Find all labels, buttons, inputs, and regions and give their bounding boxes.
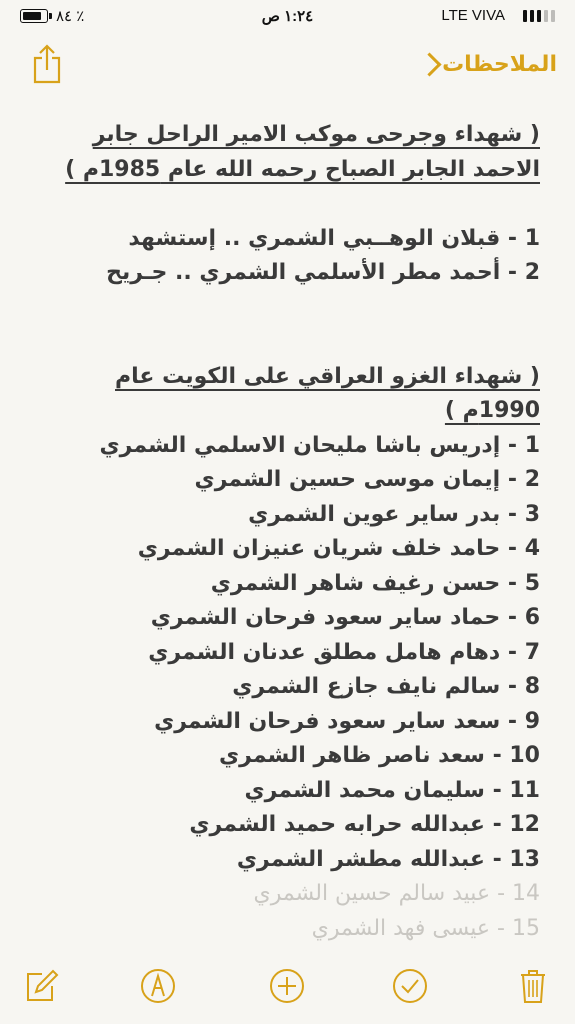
battery-percent: ٨٤ ٪	[56, 8, 85, 25]
list-item: 2 - أحمد مطر الأسلمي الشمري .. جـريح	[106, 260, 540, 285]
checklist-button[interactable]	[390, 966, 430, 1006]
list-item-faded: 15 - عيسى فهد الشمري	[311, 915, 540, 941]
status-bar	[0, 0, 575, 36]
section2-heading-line1: ( شهداء الغزو العراقي على الكويت عام	[115, 363, 540, 389]
clock: ١:٢٤ ص	[261, 8, 314, 25]
note-body[interactable]	[30, 118, 540, 968]
navigation-bar	[0, 36, 575, 96]
list-item: 13 - عبدالله مطشر الشمري	[236, 846, 540, 872]
carrier-label: LTE VIVA	[441, 7, 505, 24]
list-item: 4 - حامد خلف شريان عنيزان الشمري	[137, 536, 540, 561]
list-item: 8 - سالم نايف جازع الشمري	[232, 674, 540, 699]
list-item: 11 - سليمان محمد الشمري	[244, 777, 540, 803]
list-item: 7 - دهام هامل مطلق عدنان الشمري	[148, 639, 540, 665]
list-item: 5 - حسن رغيف شاهر الشمري	[210, 570, 540, 596]
list-item: 1 - قبلان الوهــبي الشمري .. إستشهد	[128, 225, 540, 251]
list-item-faded: 14 - عبيد سالم حسين الشمري	[253, 881, 540, 906]
list-item: 6 - حماد ساير سعود فرحان الشمري	[150, 605, 540, 630]
add-icon	[267, 966, 307, 1006]
add-button[interactable]	[267, 966, 307, 1006]
compose-button[interactable]	[22, 966, 62, 1006]
compose-icon	[22, 966, 62, 1006]
back-label: الملاحظات	[442, 51, 557, 77]
section1-heading-line2: الاحمد الجابر الصباح رحمه الله عام 1985م )	[65, 156, 540, 182]
list-item: 9 - سعد ساير سعود فرحان الشمري	[154, 708, 540, 734]
share-icon	[32, 44, 62, 84]
back-to-notes-button[interactable]	[413, 48, 557, 80]
markup-icon	[138, 966, 178, 1006]
chevron-left-icon	[418, 52, 442, 76]
list-item: 2 - إيمان موسى حسين الشمري	[194, 467, 540, 492]
markup-button[interactable]	[138, 966, 178, 1006]
delete-button[interactable]	[513, 966, 553, 1006]
list-item: 3 - بدر ساير عوين الشمري	[248, 501, 540, 527]
list-item: 10 - سعد ناصر ظاهر الشمري	[219, 743, 540, 768]
signal-icon	[519, 10, 555, 22]
list-item: 1 - إدريس باشا مليحان الاسلمي الشمري	[99, 432, 540, 458]
bottom-toolbar	[0, 960, 575, 1024]
trash-icon	[513, 966, 553, 1006]
list-item: 12 - عبدالله حرابه حميد الشمري	[189, 812, 540, 837]
section1-heading-line1: ( شهداء وجرحى موكب الامير الراحل جابر	[92, 122, 540, 147]
section2-heading-line2: 1990م )	[444, 398, 540, 423]
share-button[interactable]	[32, 44, 62, 84]
checklist-icon	[390, 966, 430, 1006]
